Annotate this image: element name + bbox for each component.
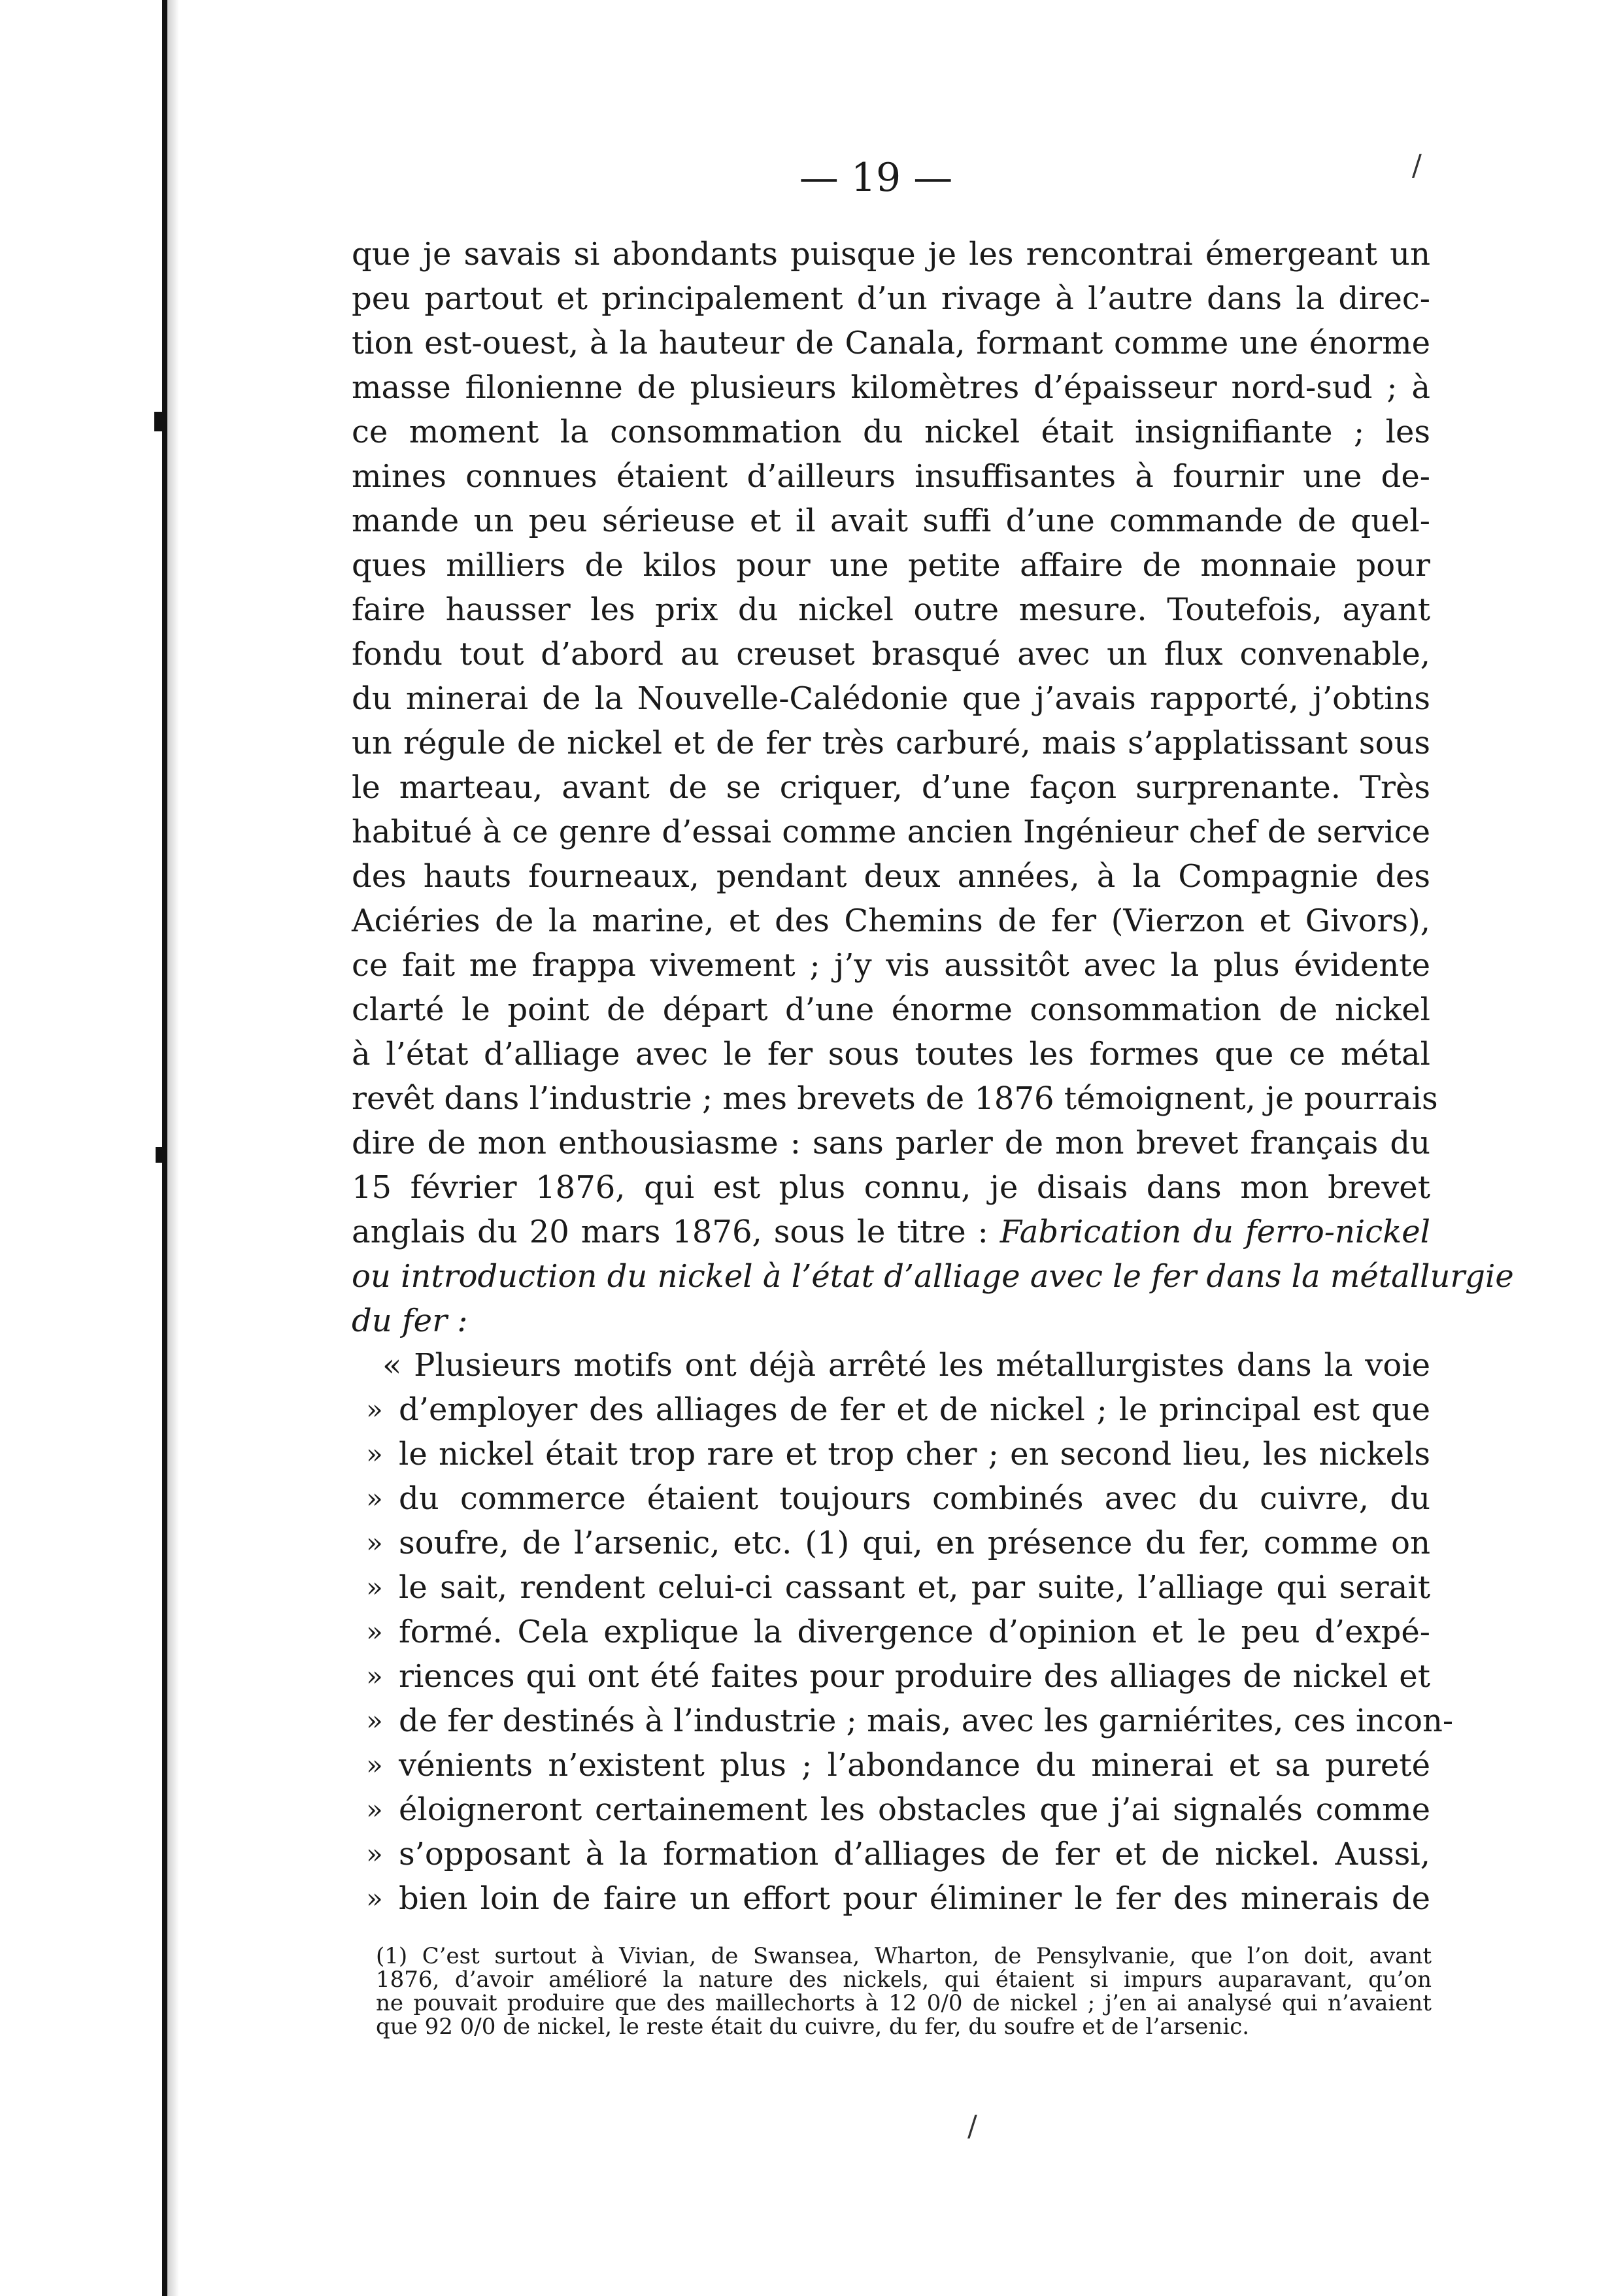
text-line: faire hausser les prix du nickel outre mesure. Toutefois, ayant [352,591,1430,628]
text-line: à l’état d’alliage avec le fer sous toutes les formes que ce métal [352,1036,1430,1073]
text-line: revêt dans l’industrie ; mes brevets de 1876 témoignent, je pourrais [352,1080,1438,1117]
quote-line: d’employer des alliages de fer et de nickel ; le principal est que [399,1391,1430,1428]
text-line: Aciéries de la marine, et des Chemins de fer (Vierzon et Givors), [352,903,1430,939]
title-prefix: anglais du 20 mars 1876, sous le titre : [352,1214,1000,1250]
quote-text: de fer destinés à l’industrie ; mais, avec les [399,1703,1099,1739]
text-line: habitué à ce genre d’essai comme ancien Ingénieur chef de service [352,814,1430,850]
text-line: peu partout et principalement d’un rivage à l’autre dans la direc- [352,280,1430,317]
patent-title: Fabrication du ferro-nickel [999,1214,1430,1250]
text-line: mande un peu sérieuse et il avait suffi d’une commande de quel- [352,503,1430,539]
text-line: dire de mon enthousiasme : sans parler de mon brevet français du [352,1125,1430,1161]
stray-mark: / [967,2110,977,2143]
garnierites-term: garniérites [1098,1703,1274,1739]
quote-marker: » [366,1393,383,1425]
text-line: 15 février 1876, qui est plus connu, je disais dans mon brevet [352,1169,1430,1206]
text-line: ques milliers de kilos pour une petite affaire de monnaie pour [352,547,1430,584]
quote-line: le sait, rendent celui-ci cassant et, par suite, l’alliage qui serait [399,1569,1430,1606]
quote-marker: » [366,1705,383,1737]
quote-marker: » [366,1793,383,1825]
patent-title-end: du fer : [352,1303,468,1339]
quote-line: riences qui ont été faites pour produire des alliages de nickel et [399,1658,1430,1695]
quote-line: formé. Cela explique la divergence d’opinion et le peu d’expé- [399,1614,1430,1650]
footnote-line: que 92 0/0 de nickel, le reste était du cuivre, du fer, du soufre et de l’arsenic. [376,2014,1250,2040]
quote-marker: » [366,1749,383,1781]
text-line: que je savais si abondants puisque je les rencontrai émergeant un [352,236,1430,273]
page-number: — 19 — [799,155,953,201]
quote-line: « Plusieurs motifs ont déjà arrêté les métallurgistes dans la voie [382,1347,1430,1384]
text-line: le marteau, avant de se criquer, d’une façon surprenante. Très [352,769,1430,806]
patent-title-continued: ou introduction du nickel à l’état d’alliage avec le fer dans la métallurgie [352,1258,1514,1295]
text-line: mines connues étaient d’ailleurs insuffisantes à fournir une de- [352,458,1430,495]
quote-marker: » [366,1616,383,1648]
text-line: des hauts fourneaux, pendant deux années, à la Compagnie des [352,858,1430,895]
quote-line: bien loin de faire un effort pour éliminer le fer des minerais de [399,1880,1430,1917]
text-line: ce fait me frappa vivement ; j’y vis aussitôt avec la plus évidente [352,947,1430,984]
quote-marker: » [366,1527,383,1559]
quote-marker: » [366,1882,383,1914]
quote-line: le nickel était trop rare et trop cher ; en second lieu, les nickels [399,1436,1430,1472]
quote-line: éloigneront certainement les obstacles que j’ai signalés comme [399,1791,1430,1828]
quote-text: , ces incon- [1273,1703,1454,1739]
quote-marker: » [366,1438,383,1470]
footnote-line: (1) C’est surtout à Vivian, de Swansea, Wharton, de Pensylvanie, que l’on doit, avant [376,1943,1432,1969]
quote-marker: » [366,1660,383,1692]
text-line: un régule de nickel et de fer très carburé, mais s’applatissant sous [352,725,1430,761]
quote-line: vénients n’existent plus ; l’abondance du minerai et sa pureté [399,1747,1430,1784]
text-line: fondu tout d’abord au creuset brasqué avec un flux convenable, [352,636,1430,673]
quote-line: du commerce étaient toujours combinés avec du cuivre, du [399,1480,1430,1517]
text-line: clarté le point de départ d’une énorme consommation de nickel [352,991,1430,1028]
quote-line: soufre, de l’arsenic, etc. (1) qui, en présence du fer, comme on [399,1525,1430,1561]
quote-marker: » [366,1482,383,1514]
footnote-line: ne pouvait produire que des maillechorts à 12 0/0 de nickel ; j’en ai analysé qui n’avaient [376,1990,1432,2016]
text-line: tion est-ouest, à la hauteur de Canala, formant comme une énorme [352,325,1430,361]
text-line: ce moment la consommation du nickel était insignifiante ; les [352,414,1430,450]
quote-marker: » [366,1838,383,1870]
quote-line-garnierites [399,1699,1454,1742]
text-line: masse filonienne de plusieurs kilomètres d’épaisseur nord-sud ; à [352,369,1430,406]
text-line-title [352,1210,1430,1254]
stray-mark: / [1412,149,1422,182]
text-line: du minerai de la Nouvelle-Calédonie que j’avais rapporté, j’obtins [352,680,1430,717]
quote-line: s’opposant à la formation d’alliages de fer et de nickel. Aussi, [399,1836,1430,1872]
quote-marker: » [366,1571,383,1603]
footnote-line: 1876, d’avoir amélioré la nature des nickels, qui étaient si impurs auparavant, qu’on [376,1967,1432,1993]
